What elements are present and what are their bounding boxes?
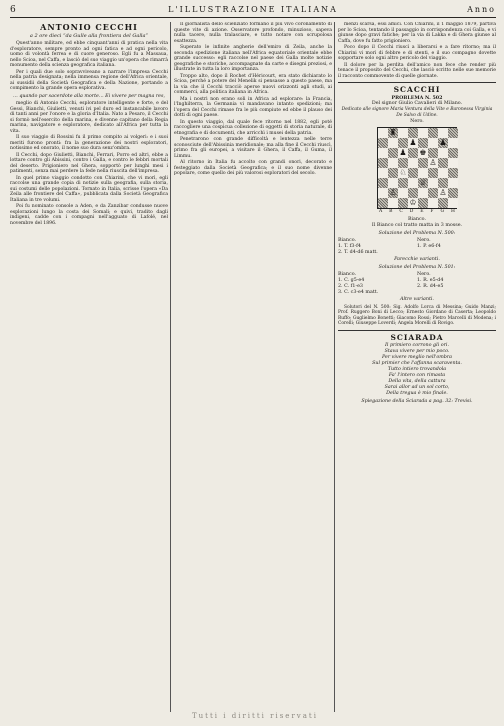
chess-board: [377, 127, 457, 209]
chess-square: [428, 178, 438, 188]
chess-piece: ♔: [409, 198, 417, 207]
chess-square: [418, 148, 428, 158]
charade-line: Il primiero corrono gli ori.: [385, 342, 449, 348]
chess-piece: ♕: [419, 178, 427, 187]
chess-caption: Il Bianco col tratto matta in 3 mosse.: [371, 222, 463, 228]
chess-square: [378, 128, 388, 138]
charade-solution: Spiegazione della Sciarada a pag. 32: Trevisi.: [361, 398, 473, 404]
file-label: D: [409, 209, 414, 214]
chess-square: [448, 178, 458, 188]
chess-square: [398, 138, 408, 148]
footer-watermark: Tutti i diritti riservati: [192, 712, 318, 720]
chess-square: [398, 188, 408, 198]
chess-square: [398, 178, 408, 188]
chess-square: [378, 158, 388, 168]
chess-square: [388, 138, 398, 148]
chess-square: [428, 188, 438, 198]
article-paragraph: Il suo viaggio di Rossini fu il primo compito ai volgeri: e i suoi meriti furono pronti: fra la generazione dei nostri esploratori, notissimo ed onorato, il nome suo dura senz'ombra.: [10, 135, 168, 152]
move-text: [417, 250, 496, 256]
move-text: 2. T. d4-d6 matt.: [338, 249, 378, 255]
chess-square: [408, 128, 418, 138]
move-text: Bianco.: [338, 271, 357, 277]
chess-square: [378, 138, 388, 148]
file-label: F: [430, 209, 434, 214]
chess-piece: ♙: [429, 158, 437, 167]
chess-square: [428, 158, 438, 168]
column-2: [174, 22, 332, 710]
charade-verses: [338, 343, 496, 397]
chess-piece: ♟: [399, 148, 407, 157]
chess-square: [428, 148, 438, 158]
page-number: 6: [10, 5, 18, 15]
chess-square: [408, 168, 418, 178]
article-paragraph: Penetrarono con grande difficoltà e lentezza nelle terre sconosciute dell'Abissinia meridionale; ma alla fine il Cecchi riuscì, primo fra gli europei, a visitare il Ghera, il Caffa, il Guma, il Limmu.: [174, 137, 332, 159]
chess-square: [408, 198, 418, 208]
chess-square: [378, 178, 388, 188]
move-text: 1. P. e6-f4: [417, 243, 441, 249]
chess-square: [418, 168, 428, 178]
chess-square: [398, 158, 408, 168]
solution-title: Soluzione del Problema N. 500:: [378, 230, 456, 236]
move-text: 1. T. f3-f4: [338, 243, 361, 249]
header-right: Anno: [467, 5, 496, 14]
chess-author: Del signor Giulio Cavalieri di Milano.: [371, 101, 463, 106]
move-text: 1. R. e5-d4: [417, 277, 444, 283]
chess-square: [448, 188, 458, 198]
chess-square: [448, 158, 458, 168]
chess-square: [378, 188, 388, 198]
solution-moves: [338, 272, 496, 296]
chess-piece: ♜: [389, 128, 397, 137]
article-paragraph: Ma i nostri non erano soli in Africa ad esplorare: la Francia, l'Inghilterra, la Germania vi mandavano intanto spedizioni; ma l'opera del Cecchi rimase fra le più compiute ed ebbe il plauso dei dotti di ogni paese.: [174, 96, 332, 118]
chess-piece: ♘: [399, 168, 407, 177]
chess-square: [448, 168, 458, 178]
publication-title: L'ILLUSTRAZIONE ITALIANA: [168, 5, 338, 14]
article-subtitle: a 2 ore dieci “da Gulle alla frontiera del Galla”: [29, 33, 149, 39]
chess-piece: ♟: [439, 138, 447, 147]
file-label: B: [389, 209, 393, 214]
chess-piece: ♟: [409, 138, 417, 147]
article-paragraph: Poi fu nominato console a Aden, e da Zanzibar condusse nuove esplorazioni lungo la costa dei Somali; e quivi, tradito dagli indigeni, cadde con i compagni nell'agguato di Lafolé, nel novembre del 1896.: [10, 204, 168, 226]
charade-section-title: SCIARADA: [338, 330, 496, 342]
chess-square: [438, 178, 448, 188]
move-text: [417, 290, 496, 296]
chess-square: [408, 148, 418, 158]
chess-square: [408, 188, 418, 198]
charade-line: Della vita, della cattura: [388, 378, 446, 384]
article-paragraph: Troppo alto, dopo il Rochet d'Héricourt, era stato dichiarato lo Scioa, perché a potere del Menelik si pensasse a questo paese, ma la via che il Cecchi tracciò aperse nuovi orizzonti agli studi, ai commerci, alla politica italiana in Africa.: [174, 73, 332, 95]
chess-square: [388, 148, 398, 158]
column-3: [338, 22, 496, 710]
chess-square: [378, 198, 388, 208]
solution-title: Soluzione del Problema N. 501:: [378, 264, 456, 270]
chess-square: [448, 138, 458, 148]
chess-square: [438, 148, 448, 158]
chess-square: [418, 188, 428, 198]
chess-piece: ♙: [439, 188, 447, 197]
charade-line: Della tregua è mio finale.: [386, 390, 448, 396]
chess-square: [398, 148, 408, 158]
column-1: [10, 22, 168, 710]
board-file-labels: [377, 209, 457, 215]
chess-square: [428, 168, 438, 178]
move-text: Bianco.: [338, 237, 357, 243]
chess-square: [448, 128, 458, 138]
article-paragraph: Il dolore per la perdita dell'amico non fece che render più tenace il proposito del Cecchi, che lasciò scritto nelle sue memorie il racconto commovente di quelle giornate.: [338, 62, 496, 79]
move-text: 1. C. g5-e4: [338, 277, 365, 283]
solution-note: Parecchie varianti.: [394, 256, 440, 262]
move-text: Nero.: [417, 237, 431, 243]
chess-square: [408, 178, 418, 188]
chess-square: [408, 158, 418, 168]
chess-square: [428, 138, 438, 148]
chess-square: [418, 178, 428, 188]
move-text: 3. C. c3-e4 matt.: [338, 289, 379, 295]
article-paragraph: In quel primo viaggio condotto con Chiarini, che vi morì, egli raccolse una grande copia di notizie sulla geografia, sulla storia, sui costumi delle popolazioni. Tornato in Italia, scrisse l'opera «Da Zeila alle frontiere del Caffa», pubblicata dalla Società Geografica Italiana in tre volumi.: [10, 175, 168, 203]
chess-square: [438, 198, 448, 208]
chess-square: [418, 158, 428, 168]
chess-square: [388, 128, 398, 138]
move-text: Nero.: [417, 271, 431, 277]
article-paragraph: Il giornalista dello scienziato formano il più vivo coronamento di queste vite di azione. Osservatore profondo, minuzioso, sapeva nulla tacere, nulla tralasciare, e tutto notare con scrupolosa esattezza.: [174, 22, 332, 44]
article-paragraph: Il Cecchi, dopo Giulietti, Bianchi, Ferrari, Porro ed altri, ebbe a lottare contro gli Abissini, contro i Galla, e contro le febbri mortali del deserto. Prigioniero nel Ghera, sopportò per lunghi mesi i patimenti, senza mai perdere la fede nella riuscita dell'impresa.: [10, 152, 168, 175]
chess-square: [398, 198, 408, 208]
chess-square: [438, 138, 448, 148]
solution-moves: [338, 238, 496, 256]
chess-square: [378, 168, 388, 178]
chess-square: [388, 188, 398, 198]
column-divider: [334, 22, 335, 712]
white-label: Bianco.: [407, 216, 427, 222]
chess-square: [438, 128, 448, 138]
chess-square: [398, 128, 408, 138]
article-paragraph: Per i quali due solo sopravviveano a narrare l'impresa Cecchi nella patria designata; nella immensa regione dell'Africa orientale, ai sussidii della Società Geografica e della Nazione, portando a compimento la grande opera esplorativa.: [10, 69, 168, 91]
charade-line: Sul primier che l'affanna scaraventa.: [372, 360, 462, 366]
chess-square: [408, 138, 418, 148]
chess-square: [448, 198, 458, 208]
chess-diagram: [377, 127, 457, 215]
article-quote: … quando par sacerdote alla morte… Ei vivere per magna res,: [13, 93, 165, 99]
chess-problem-number: PROBLEMA N. 502: [391, 95, 443, 101]
solution-note: Altre varianti.: [400, 296, 434, 302]
article-paragraph: In questo viaggio, dal quale fece ritorno nel 1882, egli poté raccogliere una cospicua collezione di oggetti di storia naturale, di etnografia e di documenti, che arricchì i musei della patria.: [174, 119, 332, 136]
chess-square: [388, 178, 398, 188]
file-label: E: [420, 209, 424, 214]
file-label: H: [451, 209, 455, 214]
move-text: 2. C. f1-e3: [338, 283, 363, 289]
chess-square: [378, 148, 388, 158]
file-label: A: [379, 209, 383, 214]
chess-square: [418, 138, 428, 148]
chess-square: [388, 168, 398, 178]
move-text: 2. R. d4-e5: [417, 283, 444, 289]
chess-square: [448, 148, 458, 158]
article-paragraph: menzi scarsa, essi amici. Con Chiarini, il 1 maggio 1879, partiva per lo Scioa, tentando il passaggio in corrispondenza coi Galla, e vi giunse dopo gravi fatiche; per la via di Lakka e di Ghera giunse al Caffa, dove fu fatto prigioniero.: [338, 22, 496, 44]
article-paragraph: meglio di Antonio Cecchi, esploratore intelligente e forte, e del Gessi, Bianchi, Giulietti, venuti ivi pel duro ed instancabile lavoro di tanti anni per l'onore e la gloria d'Italia. Nato a Pesaro, il Cecchi si formò nell'esercito della marina, e divenne capitano della Regia marina, navigatore e esploratore, dedicato all'Africa per tutta la vita.: [10, 101, 168, 134]
page-header: [10, 3, 496, 18]
chess-square: [438, 188, 448, 198]
article-paragraph: Poco dopo il Cecchi riuscì a liberarsi e a fare ritorno; ma il Chiarini vi morì di febbre e di stenti, e il suo compagno dovette sopportare solo ogni altro pericolo del viaggio.: [338, 45, 496, 61]
black-label: Nero.: [410, 119, 424, 124]
file-label: G: [440, 209, 445, 214]
chess-square: [418, 128, 428, 138]
chess-section-title: SCACCHI: [338, 82, 496, 94]
chess-square: [428, 198, 438, 208]
charade-line: Tutto intiero trovandola: [387, 366, 447, 372]
column-divider: [170, 22, 171, 712]
chess-square: [438, 168, 448, 178]
charade-line: Stava vivere per mio poco.: [384, 348, 450, 354]
chess-square: [428, 128, 438, 138]
chess-square: [388, 158, 398, 168]
solvers-list: Solutori del N. 500: Sig. Adolfo Lorca di Messina; Guido Manzi; Prof. Ruggero Boni di Lecco; Ernesto Giordano di Caserta; Leopoldo Ruffo; Guglielmo Bonetti; Giacomo Rossi; Pietro Marcelli di Modena; i Corelli; Giuseppe Loverdi; Angela Morelli di Rovigo.: [338, 304, 496, 326]
chess-piece: ♙: [389, 188, 397, 197]
chess-square: [418, 198, 428, 208]
article-title: ANTONIO CECCHI: [40, 22, 138, 32]
charade-line: Per vivere meglio nell'ombra: [381, 354, 453, 360]
chess-dedication: Dedicato alle signore Maria Ventura della Vite e Baronessa Virginia De Salvo di Udine.: [341, 107, 493, 118]
article-paragraph: Quest'anno militare, ed ebbe cinquant'anni di pratica nella vita d'esploratore, sempre pronto ad ogni fatica e ad ogni pericolo, uomo di volontà ferrea e di cuore generoso. Egli fu a Massaua, nello Scioa, nel Caffa, e lasciò del suo viaggio un'opera che rimarrà monumento della scienza geografica italiana.: [10, 41, 168, 68]
charade-line: Fa' l'intero con rimasta: [388, 372, 446, 378]
chess-square: [398, 168, 408, 178]
chess-square: [388, 198, 398, 208]
chess-square: [438, 158, 448, 168]
chess-piece: ♚: [419, 148, 427, 157]
file-label: C: [399, 209, 403, 214]
charade-line: Sarai allor ad un sol corto,: [384, 384, 450, 390]
article-paragraph: Al ritorno in Italia fu accolto con grandi onori, decorato e festeggiato dalla Società Geografica; e il suo nome divenne popolare, come quello dei più valorosi esploratori del secolo.: [174, 160, 332, 176]
article-paragraph: Superato le infinite angherie dell'emiro di Zeila, anche la seconda spedizione italiana nell'Africa equatoriale orientale ebbe grande successo: egli raccolse nel paese dei Galla molte notizie geografiche e storiche, accompagnate da carte e disegni preziosi, e illustrate in tutta la loro importanza.: [174, 45, 332, 72]
